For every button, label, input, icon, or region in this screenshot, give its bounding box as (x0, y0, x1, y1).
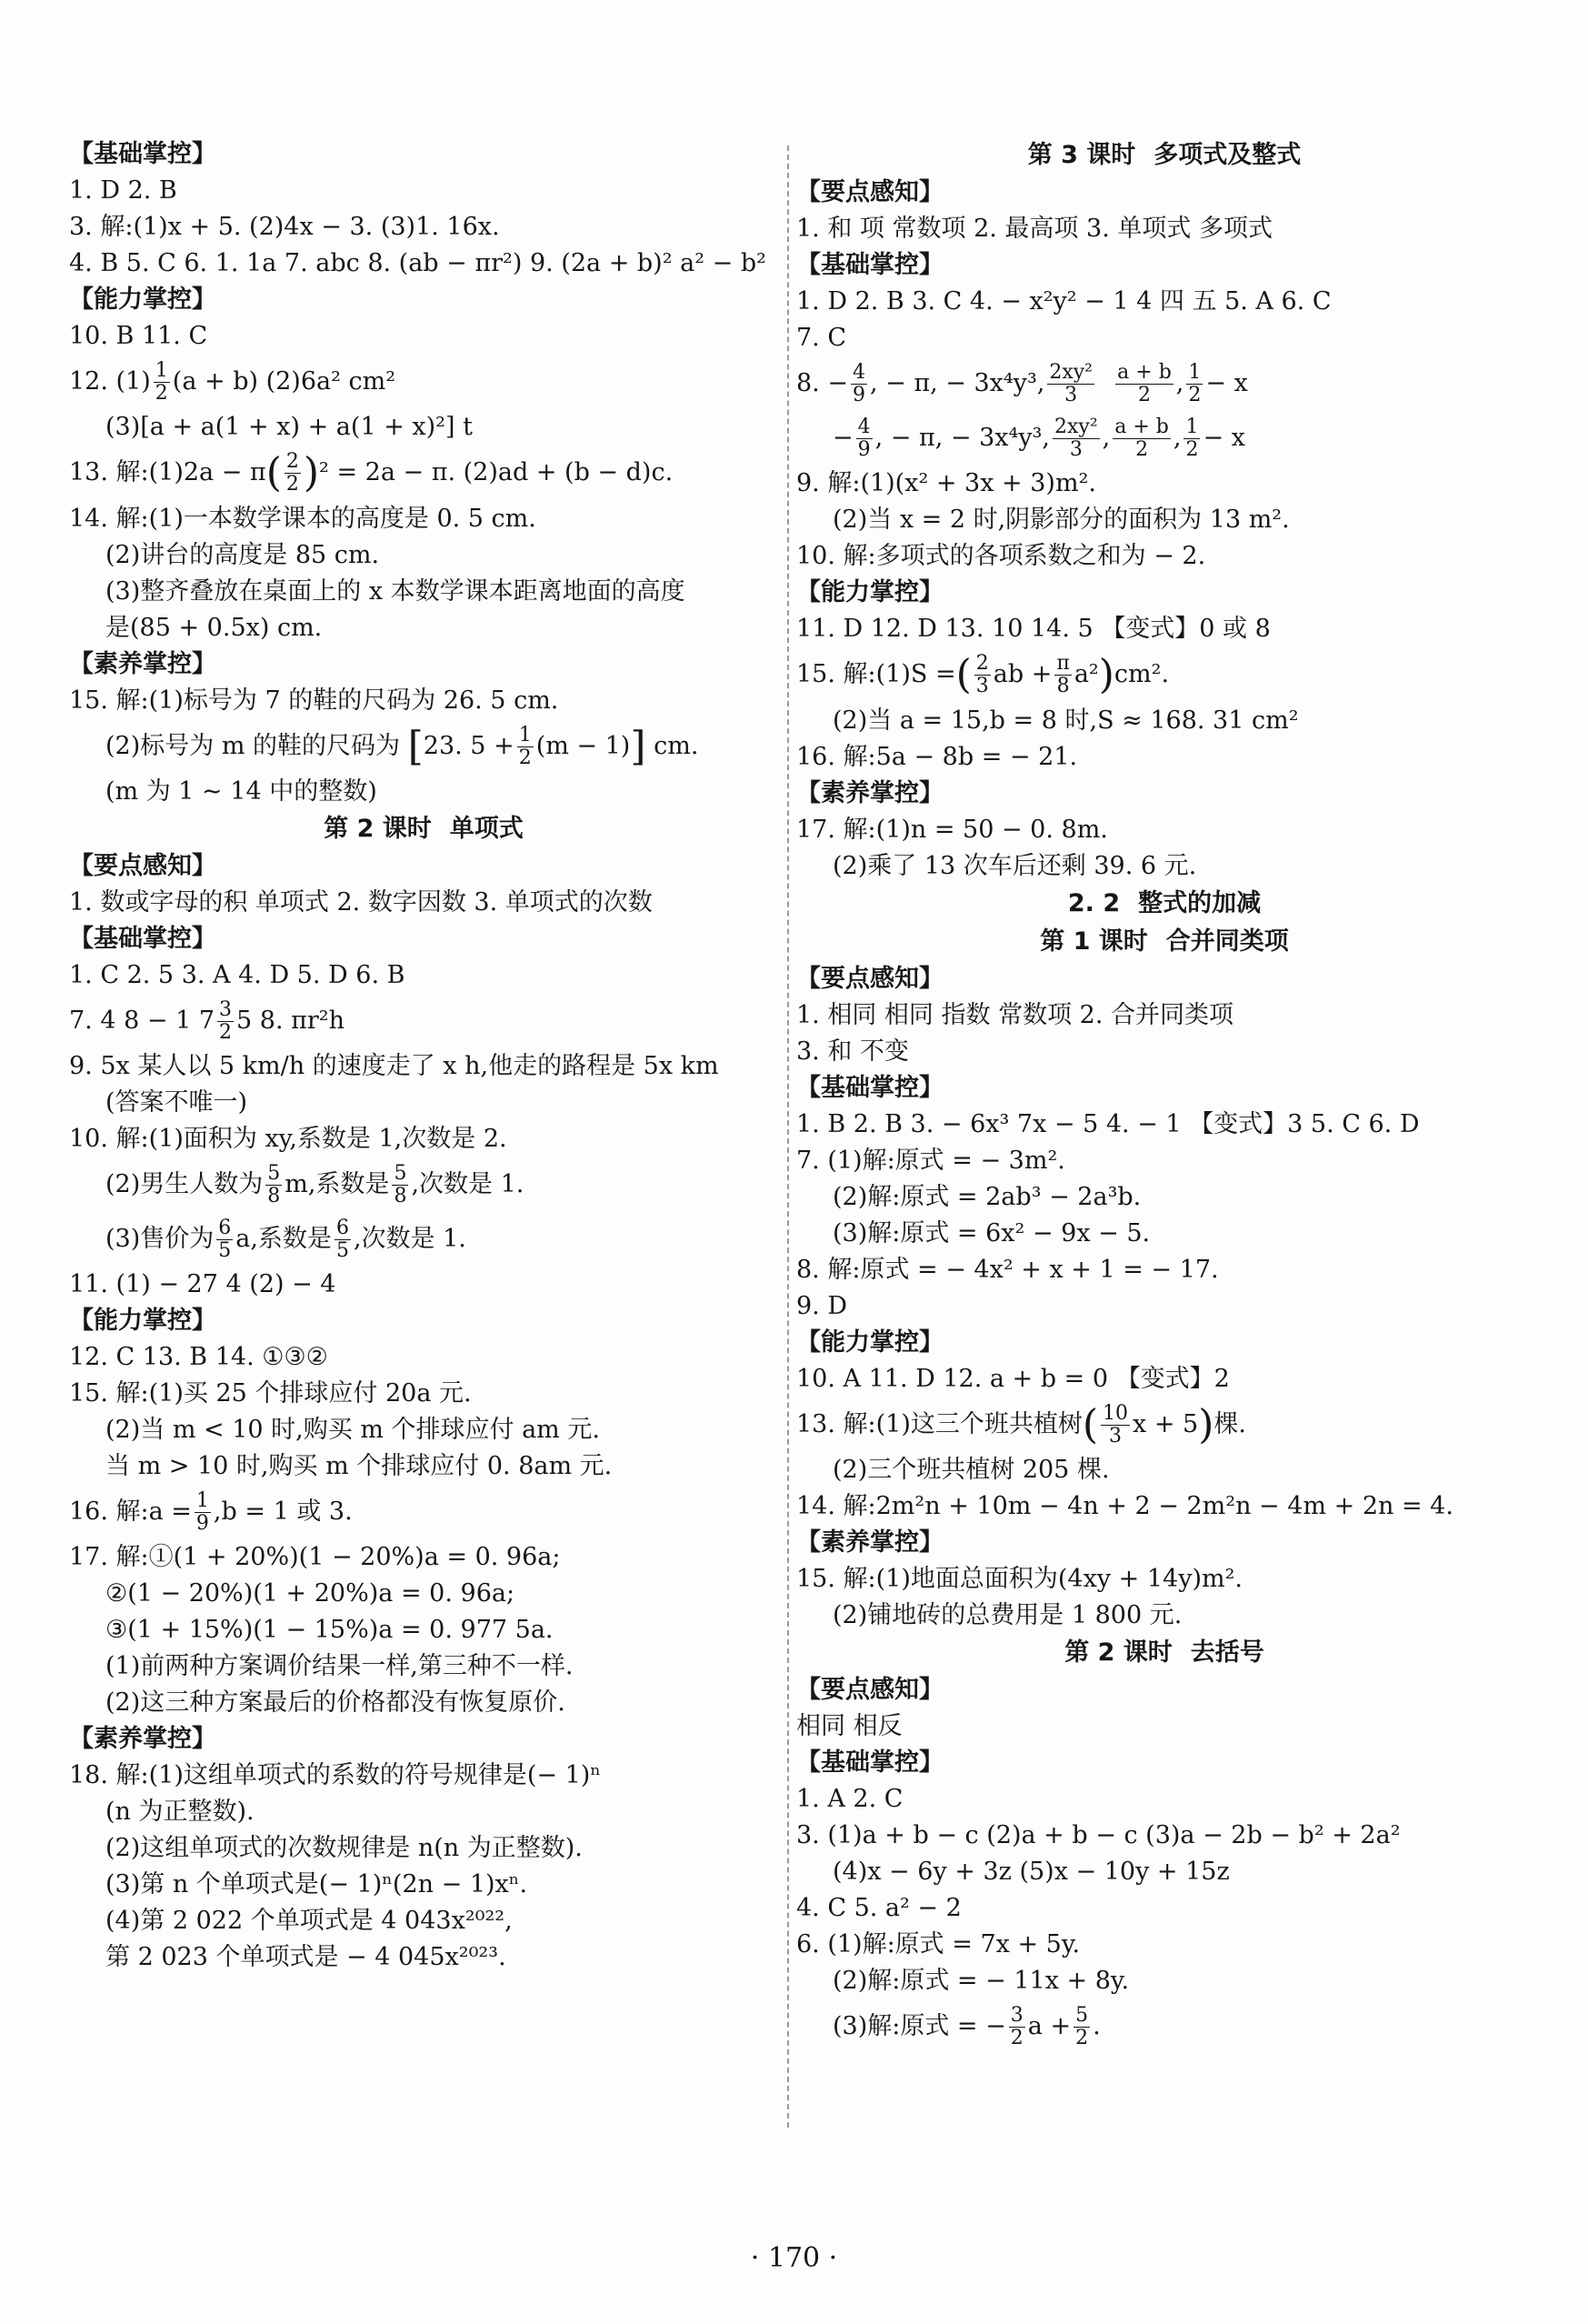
answer-line: ②(1 − 20%)(1 + 20%)a = 0. 96a; (105, 1579, 515, 1608)
answer-line: 16. 解:5a − 8b = − 21. (796, 742, 1078, 771)
fraction: $\frac{3}{2}$ (219, 998, 233, 1044)
answer-line: 3. 和 不变 (796, 1037, 909, 1066)
answer-line: 10. 解:多项式的各项系数之和为 − 2. (796, 542, 1206, 570)
answer-line: 17. 解:①(1 + 20%)(1 − 20%)a = 0. 96a; (69, 1543, 561, 1571)
answer-line: (3)第 n 个单项式是(− 1)ⁿ(2n − 1)xⁿ. (105, 1870, 528, 1898)
fraction: $\frac{1}{2}$ (1185, 416, 1199, 461)
fraction: $\frac{5}{2}$ (1075, 2004, 1089, 2049)
section-title: 2. 2 整式的加减 (1067, 888, 1262, 917)
fraction: $\frac{10}{3}$ (1103, 1401, 1129, 1447)
answer-line: (n 为正整数). (105, 1798, 255, 1826)
answer-line: (2)这三种方案最后的价格都没有恢复原价. (105, 1688, 565, 1717)
answer-line: 1. 数或字母的积 单项式 2. 数字因数 3. 单项式的次数 (69, 888, 653, 917)
answer-line: 1. 相同 相同 指数 常数项 2. 合并同类项 (796, 1000, 1234, 1029)
section-heading: 【能力掌控】 (69, 285, 216, 314)
answer-line: (2)当 x = 2 时,阴影部分的面积为 13 m². (833, 506, 1290, 534)
section-heading: 【要点感知】 (796, 964, 944, 993)
fraction: $\frac{4}{9}$ (857, 416, 871, 461)
answer-line: (3)解:原式 = − $\frac{3}{2}$ a + $\frac{5}{2}$ . (833, 2004, 1101, 2049)
answer-line: 相同 相反 (796, 1712, 903, 1740)
answer-line: 1. 和 项 常数项 2. 最高项 3. 单项式 多项式 (796, 215, 1273, 243)
answer-line: 9. D (796, 1291, 847, 1320)
answer-line: 7. 4 8 − 1 7 $\frac{3}{2}$ 5 8. πr²h (69, 998, 345, 1044)
answer-line: 1. B 2. B 3. − 6x³ 7x − 5 4. − 1 【变式】3 5. C 6. D (796, 1109, 1420, 1138)
section-heading: 【基础掌控】 (796, 251, 944, 279)
answer-line: 是(85 + 0.5x) cm. (105, 613, 323, 642)
fraction: $\frac{3}{2}$ (1010, 2004, 1024, 2049)
answer-line: 3. (1)a + b − c (2)a + b − c (3)a − 2b − b² + 2a² (796, 1821, 1401, 1849)
answer-line: 14. 解:(1)一本数学课本的高度是 0. 5 cm. (69, 504, 536, 533)
answer-line: 15. 解:(1)S =( $\frac{2}{3}$ ab + $\frac{\pi}{8}$ a²)cm². (796, 651, 1170, 698)
fraction: $\frac{1}{2}$ (518, 723, 532, 769)
section-heading: 【素养掌控】 (796, 778, 944, 807)
section-heading: 【素养掌控】 (69, 1725, 216, 1753)
answer-line: (3)[a + a(1 + x) + a(1 + x)²] t (105, 413, 473, 441)
answer-line: 14. 解:2m²n + 10m − 4n + 2 − 2m²n − 4m + 2n = 4. (796, 1492, 1453, 1520)
section-heading: 【要点感知】 (796, 178, 944, 206)
answer-line: 18. 解:(1)这组单项式的系数的符号规律是(− 1)ⁿ (69, 1761, 601, 1789)
answer-line: 15. 解:(1)买 25 个排球应付 20a 元. (69, 1379, 472, 1407)
answer-line: (4)第 2 022 个单项式是 4 043x²⁰²², (105, 1907, 513, 1935)
answer-line: 10. 解:(1)面积为 xy,系数是 1,次数是 2. (69, 1125, 507, 1153)
fraction: $\frac{5}{8}$ (267, 1162, 281, 1207)
answer-line: 8. 解:原式 = − 4x² + x + 1 = − 17. (796, 1255, 1219, 1284)
answer-line: (答案不唯一) (105, 1088, 248, 1117)
answer-line: 15. 解:(1)地面总面积为(4xy + 14y)m². (796, 1565, 1243, 1593)
answer-line: 7. C (796, 324, 847, 352)
answer-line: 4. C 5. a² − 2 (796, 1894, 962, 1922)
answer-line: (3)整齐叠放在桌面上的 x 本数学课本距离地面的高度 (105, 576, 685, 606)
answer-line: (2)讲台的高度是 85 cm. (105, 540, 380, 569)
answer-line: 11. D 12. D 13. 10 14. 5 【变式】0 或 8 (796, 615, 1271, 643)
answer-line: (1)前两种方案调价结果一样,第三种不一样. (105, 1652, 574, 1680)
answer-line: (2)男生人数为 $\frac{5}{8}$ m,系数是 $\frac{5}{8}$ ,次数是 1. (105, 1162, 524, 1207)
answer-line: 1. D 2. B 3. C 4. − x²y² − 1 4 四 五 5. A 6. C (796, 287, 1332, 316)
fraction: $\frac{6}{5}$ (335, 1217, 349, 1262)
answer-line: (2)当 a = 15,b = 8 时,S ≈ 168. 31 cm² (833, 706, 1299, 735)
fraction: $\frac{a + b}{2}$ (1114, 416, 1169, 461)
answer-line: 17. 解:(1)n = 50 − 0. 8m. (796, 815, 1108, 844)
section-heading: 【基础掌控】 (69, 140, 216, 168)
lesson-title: 第 2 课时 去括号 (1064, 1638, 1264, 1667)
section-heading: 【素养掌控】 (69, 649, 216, 678)
section-heading: 【素养掌控】 (796, 1528, 944, 1557)
section-heading: 【要点感知】 (69, 852, 216, 880)
answer-line: (4)x − 6y + 3z (5)x − 10y + 15z (833, 1858, 1230, 1886)
answer-line: 第 2 023 个单项式是 − 4 045x²⁰²³. (105, 1943, 506, 1971)
answer-line: 1. D 2. B (69, 176, 177, 205)
answer-line: 11. (1) − 27 4 (2) − 4 (69, 1270, 336, 1298)
answer-line: (m 为 1 ~ 14 中的整数) (105, 777, 377, 806)
answer-line: (2)三个班共植树 205 棵. (833, 1456, 1110, 1484)
answer-line: 1. C 2. 5 3. A 4. D 5. D 6. B (69, 961, 405, 989)
answer-line: 10. A 11. D 12. a + b = 0 【变式】2 (796, 1364, 1230, 1393)
right-column (796, 136, 1533, 2054)
answer-line: (2)乘了 13 次车后还剩 39. 6 元. (833, 851, 1197, 880)
answer-line: (2)标号为 m 的鞋的尺码为 [23. 5 + $\frac{1}{2}$ (m − 1)] cm. (105, 723, 699, 769)
answer-line: (3)解:原式 = 6x² − 9x − 5. (833, 1218, 1151, 1247)
fraction: $\frac{\pi}{8}$ (1056, 652, 1070, 697)
answer-line: 6. (1)解:原式 = 7x + 5y. (796, 1930, 1081, 1958)
answer-line: 12. (1) $\frac{1}{2}$ (a + b) (2)6a² cm² (69, 359, 396, 405)
answer-line: 13. 解:(1)2a − π( $\frac{2}{2}$ )² = 2a − π. (2)ad + (b − d)c. (69, 449, 674, 496)
fraction: $\frac{1}{9}$ (195, 1489, 209, 1535)
section-heading: 【基础掌控】 (796, 1748, 944, 1777)
lesson-title: 第 1 课时 合并同类项 (1040, 927, 1289, 956)
answer-line: 当 m > 10 时,购买 m 个排球应付 0. 8am 元. (105, 1452, 613, 1480)
left-column (69, 136, 778, 1976)
fraction: $\frac{5}{8}$ (394, 1162, 407, 1207)
answer-line: 3. 解:(1)x + 5. (2)4x − 3. (3)1. 16x. (69, 213, 500, 241)
page-number: · 170 · (750, 2242, 838, 2274)
fraction: $\frac{\text{2xy²}}{3}$ (1054, 416, 1098, 461)
answer-line: ③(1 + 15%)(1 − 15%)a = 0. 977 5a. (105, 1616, 554, 1644)
fraction: $\frac{\text{2xy²}}{3}$ (1049, 361, 1093, 406)
fraction: $\frac{2}{2}$ (285, 450, 299, 496)
answer-line: 16. 解:a = $\frac{1}{9}$ ,b = 1 或 3. (69, 1489, 353, 1535)
fraction: $\frac{a + b}{2}$ (1117, 361, 1172, 406)
lesson-title: 第 3 课时 多项式及整式 (1027, 141, 1302, 169)
answer-line: 10. B 11. C (69, 322, 208, 350)
fraction: $\frac{1}{2}$ (155, 359, 168, 405)
column-divider (787, 145, 789, 2128)
answer-line: (2)当 m < 10 时,购买 m 个排球应付 am 元. (105, 1416, 600, 1444)
fraction: $\frac{6}{5}$ (218, 1217, 232, 1262)
section-heading: 【能力掌控】 (796, 578, 944, 606)
fraction: $\frac{2}{3}$ (975, 652, 989, 697)
answer-line: 7. (1)解:原式 = − 3m². (796, 1146, 1065, 1175)
answer-line: 8. − $\frac{4}{9}$ , − π, − 3x⁴y³, $\frac{\text{2xy²}}{3}$ $\frac{a + b}{2}$ , $\frac{1}{2}$ − x (796, 361, 1248, 406)
answer-line: 12. C 13. B 14. ①③② (69, 1343, 328, 1371)
answer-line: − $\frac{4}{9}$ , − π, − 3x⁴y³, $\frac{\text{2xy²}}{3}$ , $\frac{a + b}{2}$ , $\frac{1}{2}$ − x (833, 416, 1245, 461)
fraction: $\frac{4}{9}$ (852, 361, 865, 406)
answer-line: (2)解:原式 = − 11x + 8y. (833, 1967, 1130, 1995)
answer-line: 4. B 5. C 6. 1. 1a 7. abc 8. (ab − πr²) 9. (2a + b)² a² − b² (69, 249, 766, 277)
answer-line: (2)解:原式 = 2ab³ − 2a³b. (833, 1182, 1142, 1211)
fraction: $\frac{1}{2}$ (1188, 361, 1202, 406)
answer-line: (3)售价为 $\frac{6}{5}$ a,系数是 $\frac{6}{5}$ ,次数是 1. (105, 1217, 466, 1262)
answer-line: (2)这组单项式的次数规律是 n(n 为正整数). (105, 1834, 583, 1862)
answer-line: 9. 5x 某人以 5 km/h 的速度走了 x h,他走的路程是 5x km (69, 1052, 719, 1080)
answer-line: (2)铺地砖的总费用是 1 800 元. (833, 1601, 1183, 1629)
section-heading: 【基础掌控】 (69, 925, 216, 953)
answer-line: 9. 解:(1)(x² + 3x + 3)m². (796, 469, 1096, 497)
answer-line: 1. A 2. C (796, 1785, 904, 1813)
section-heading: 【能力掌控】 (69, 1307, 216, 1335)
section-heading: 【要点感知】 (796, 1676, 944, 1704)
section-heading: 【能力掌控】 (796, 1327, 944, 1357)
answer-line: 15. 解:(1)标号为 7 的鞋的尺码为 26. 5 cm. (69, 686, 559, 715)
answer-line: 13. 解:(1)这三个班共植树( $\frac{10}{3}$ x + 5)棵. (796, 1401, 1247, 1447)
section-heading: 【基础掌控】 (796, 1073, 944, 1102)
lesson-title: 第 2 课时 单项式 (324, 815, 524, 843)
